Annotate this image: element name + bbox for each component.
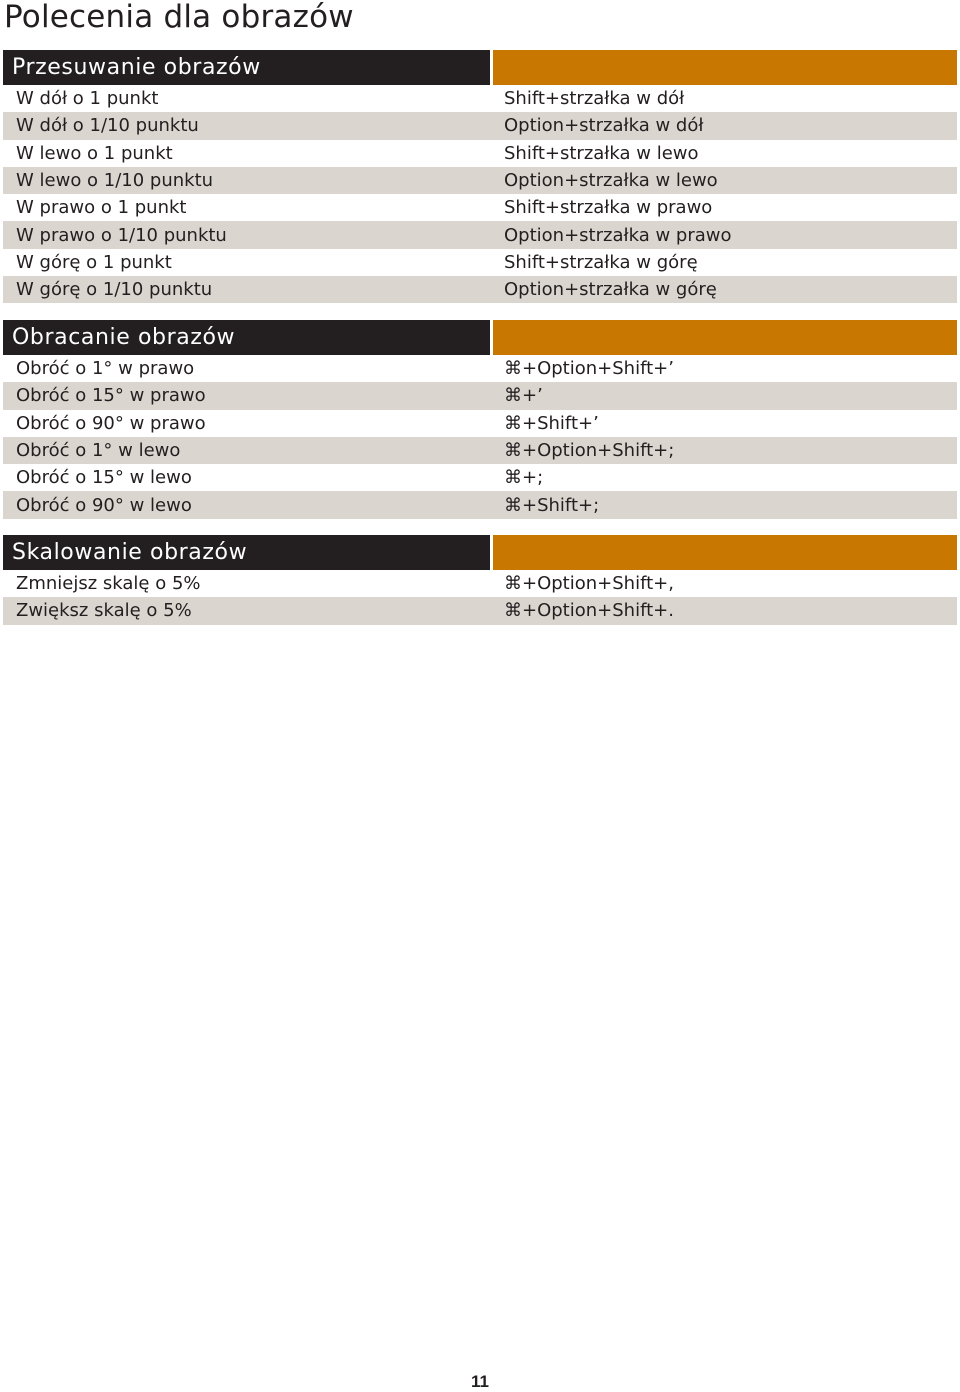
section-accent-bar: [493, 320, 957, 355]
section-scaling-images: [3, 535, 957, 625]
page-title: Polecenia dla obrazów: [4, 0, 354, 35]
section-title: Przesuwanie obrazów: [3, 50, 490, 85]
row-shortcut: ⌘+Option+Shift+,: [504, 573, 674, 595]
table-row: [3, 437, 957, 464]
row-shortcut: ⌘+Option+Shift+.: [504, 600, 674, 622]
row-action: Obróć o 90° w lewo: [16, 494, 192, 516]
section-header: [3, 50, 957, 85]
row-action: W dół o 1/10 punktu: [16, 115, 199, 137]
row-shortcut: Option+strzałka w dół: [504, 115, 704, 137]
section-header: [3, 535, 957, 570]
table-row: [3, 464, 957, 491]
page-number: 11: [471, 1372, 489, 1391]
row-action: W dół o 1 punkt: [16, 88, 159, 110]
row-shortcut: Shift+strzałka w prawo: [504, 197, 713, 219]
row-action: W górę o 1/10 punktu: [16, 279, 213, 301]
table-row: [3, 167, 957, 194]
table-row: [3, 570, 957, 597]
table-row: [3, 194, 957, 221]
section-accent-bar: [493, 50, 957, 85]
table-row: [3, 85, 957, 112]
row-shortcut: Option+strzałka w lewo: [504, 170, 718, 192]
row-shortcut: ⌘+Option+Shift+’: [504, 358, 674, 380]
row-action: Zwiększ skalę o 5%: [16, 600, 192, 622]
table-row: [3, 112, 957, 139]
row-action: Obróć o 15° w lewo: [16, 467, 192, 489]
row-shortcut: ⌘+Shift+;: [504, 494, 600, 516]
row-action: Obróć o 15° w prawo: [16, 385, 206, 407]
table-row: [3, 221, 957, 248]
table-row: [3, 382, 957, 409]
row-shortcut: Option+strzałka w prawo: [504, 224, 732, 246]
row-shortcut: ⌘+;: [504, 467, 544, 489]
row-action: Obróć o 1° w lewo: [16, 440, 181, 462]
row-shortcut: ⌘+Shift+’: [504, 412, 599, 434]
section-header: [3, 320, 957, 355]
section-moving-images: [3, 50, 957, 303]
row-action: W lewo o 1 punkt: [16, 142, 173, 164]
table-row: [3, 276, 957, 303]
table-row: [3, 410, 957, 437]
row-action: Obróć o 90° w prawo: [16, 412, 206, 434]
table-row: [3, 249, 957, 276]
row-action: W górę o 1 punkt: [16, 251, 172, 273]
row-action: W lewo o 1/10 punktu: [16, 170, 214, 192]
table-row: [3, 491, 957, 518]
table-row: [3, 355, 957, 382]
section-accent-bar: [493, 535, 957, 570]
section-title: Obracanie obrazów: [3, 320, 490, 355]
row-shortcut: ⌘+Option+Shift+;: [504, 440, 675, 462]
row-shortcut: ⌘+’: [504, 385, 543, 407]
row-action: W prawo o 1/10 punktu: [16, 224, 227, 246]
section-rotating-images: [3, 320, 957, 519]
row-action: W prawo o 1 punkt: [16, 197, 187, 219]
row-action: Obróć o 1° w prawo: [16, 358, 195, 380]
table-row: [3, 140, 957, 167]
section-title: Skalowanie obrazów: [3, 535, 490, 570]
row-shortcut: Option+strzałka w górę: [504, 279, 717, 301]
row-shortcut: Shift+strzałka w dół: [504, 88, 685, 110]
row-shortcut: Shift+strzałka w lewo: [504, 142, 699, 164]
row-action: Zmniejsz skalę o 5%: [16, 573, 201, 595]
row-shortcut: Shift+strzałka w górę: [504, 251, 698, 273]
table-row: [3, 597, 957, 624]
